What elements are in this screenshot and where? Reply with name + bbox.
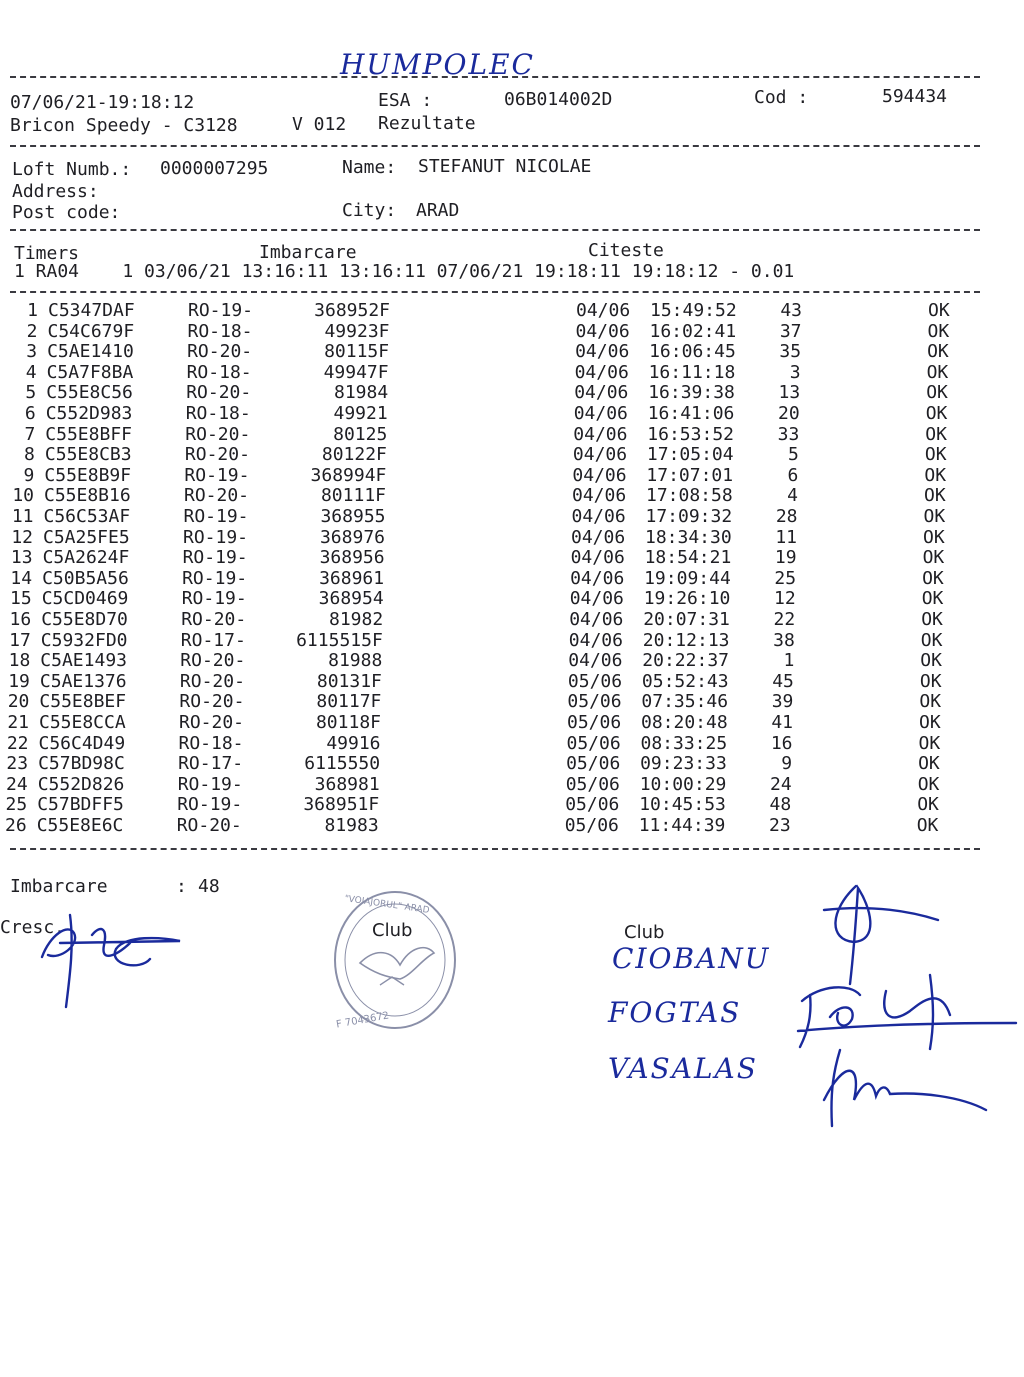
position: 35	[779, 341, 802, 363]
row-index: 1	[27, 300, 38, 321]
table-row	[0, 652, 992, 673]
ring-code: C55E8D70	[41, 609, 128, 630]
ring-prefix: RO-20-	[176, 815, 242, 836]
name-label: Name:	[342, 157, 397, 178]
table-row	[0, 693, 991, 714]
arrival-date: 04/06	[574, 382, 629, 404]
status: OK	[925, 403, 948, 424]
arrival-time: 19:09:44	[644, 567, 731, 589]
divider-loft	[10, 229, 980, 231]
status: OK	[918, 753, 940, 775]
status: OK	[918, 732, 941, 754]
row-index: 9	[23, 464, 35, 486]
ring-number: 368981	[314, 773, 380, 795]
stamp-text: "VOIAJORUL" ARAD	[343, 894, 431, 916]
timers-imbarcare-label: Imbarcare	[259, 242, 357, 263]
row-index: 8	[24, 444, 35, 466]
address-label: Address:	[12, 181, 99, 202]
status: OK	[928, 300, 950, 321]
ring-number: 81988	[328, 650, 383, 672]
table-row	[0, 405, 998, 426]
results-table	[0, 302, 1000, 842]
ring-number: 368951F	[303, 794, 380, 816]
arrival-date: 04/06	[572, 485, 627, 507]
arrival-date: 04/06	[572, 444, 628, 466]
arrival-date: 04/06	[573, 403, 628, 424]
table-row	[0, 773, 990, 797]
ring-code: C5A25FE5	[43, 526, 130, 548]
table-row	[0, 611, 993, 632]
position: 39	[771, 691, 794, 713]
row-index: 22	[6, 732, 29, 754]
header-esa-label: ESA :	[378, 90, 433, 111]
header-version: V 012	[292, 114, 347, 135]
ring-code: C5A2624F	[42, 547, 130, 569]
ring-code: C5347DAF	[48, 300, 135, 321]
row-index: 18	[8, 650, 31, 672]
arrival-time: 17:09:32	[645, 506, 733, 527]
arrival-time: 20:07:31	[643, 609, 730, 630]
arrival-time: 09:23:33	[640, 753, 727, 775]
ring-code: C5AE1493	[40, 650, 128, 672]
row-index: 2	[26, 320, 38, 342]
name-value: STEFANUT NICOLAE	[418, 156, 592, 177]
table-row	[0, 320, 1000, 344]
arrival-date: 04/06	[569, 609, 624, 630]
postcode-label: Post code:	[12, 202, 121, 223]
ring-code: C5A7F8BA	[46, 361, 134, 383]
ring-number: 80111F	[320, 485, 386, 507]
ring-number: 80117F	[316, 691, 382, 713]
arrival-date: 04/06	[568, 650, 623, 672]
ring-code: C552D826	[37, 773, 125, 795]
ring-code: C5932FD0	[40, 629, 128, 651]
status: OK	[926, 361, 949, 383]
arrival-date: 05/06	[566, 732, 621, 754]
ring-prefix: RO-19-	[182, 567, 248, 589]
ring-code: C55E8B16	[44, 485, 131, 507]
ring-prefix: RO-20-	[185, 423, 251, 445]
ring-prefix: RO-19-	[181, 588, 247, 610]
divider-bottom	[10, 848, 980, 850]
status: OK	[923, 506, 946, 527]
arrival-time: 17:07:01	[646, 464, 734, 486]
status: OK	[927, 320, 950, 342]
table-row	[0, 464, 996, 488]
position: 24	[770, 773, 792, 795]
status: OK	[925, 423, 947, 445]
club-name-3: VASALAS	[608, 1052, 758, 1085]
table-row	[0, 549, 995, 570]
arrival-time: 16:39:38	[648, 382, 735, 404]
arrival-date: 04/06	[571, 506, 626, 527]
ring-prefix: RO-20-	[179, 691, 245, 713]
ring-prefix: RO-20-	[179, 670, 245, 692]
position: 23	[769, 815, 791, 836]
row-index: 23	[6, 753, 29, 775]
position: 12	[774, 588, 796, 610]
arrival-date: 04/06	[576, 300, 631, 321]
arrival-date: 05/06	[565, 773, 620, 795]
ring-code: C54C679F	[47, 320, 135, 342]
arrival-time: 16:11:18	[648, 361, 736, 383]
arrival-time: 18:54:21	[644, 547, 732, 569]
ring-number: 49916	[326, 732, 381, 754]
arrival-date: 04/06	[570, 567, 625, 589]
ring-prefix: RO-20-	[179, 712, 245, 733]
header-device: Bricon Speedy - C3128	[10, 115, 238, 136]
row-index: 25	[5, 794, 28, 816]
status: OK	[920, 629, 943, 651]
timers-line: 1 RA04 1 03/06/21 13:16:11 13:16:11 07/06/21 19:18:11 19:18:12 - 0.01	[14, 261, 795, 282]
ring-number: 49921	[333, 403, 388, 424]
position: 33	[777, 423, 800, 445]
ring-prefix: RO-19-	[188, 300, 254, 321]
status: OK	[919, 670, 942, 692]
status: OK	[922, 567, 944, 589]
arrival-date: 05/06	[564, 815, 619, 836]
position: 25	[774, 567, 797, 589]
ring-prefix: RO-20-	[181, 609, 247, 630]
arrival-time: 15:49:52	[650, 300, 737, 321]
row-index: 7	[24, 423, 36, 445]
ring-number: 80115F	[324, 341, 390, 363]
arrival-date: 05/06	[565, 794, 620, 816]
arrival-time: 08:33:25	[640, 732, 728, 754]
arrival-time: 20:22:37	[642, 650, 730, 672]
position: 1	[783, 650, 795, 672]
arrival-time: 16:41:06	[647, 403, 735, 424]
ring-prefix: RO-18-	[178, 732, 244, 754]
status: OK	[924, 485, 946, 507]
table-row	[0, 487, 996, 508]
ring-number: 368954	[318, 588, 384, 610]
header-cod-value: 594434	[882, 86, 948, 107]
position: 38	[773, 629, 795, 651]
divider-top	[10, 76, 980, 78]
arrival-date: 05/06	[566, 753, 621, 775]
row-index: 21	[7, 712, 29, 733]
club-name-1: CIOBANU	[612, 942, 771, 975]
divider-timers	[10, 291, 980, 293]
arrival-date: 05/06	[567, 712, 622, 733]
status: OK	[923, 526, 945, 548]
footer-imbarcare-sep: :	[176, 876, 187, 897]
table-row	[0, 384, 998, 405]
ring-code: C56C53AF	[43, 506, 131, 527]
ring-prefix: RO-20-	[184, 444, 250, 466]
ring-prefix: RO-20-	[184, 485, 250, 507]
ring-prefix: RO-19-	[177, 794, 243, 816]
arrival-time: 17:08:58	[646, 485, 733, 507]
position: 41	[771, 712, 793, 733]
table-row	[0, 590, 994, 611]
club-signature-3	[810, 1030, 990, 1130]
arrival-date: 04/06	[572, 464, 627, 486]
ring-code: C55E8BEF	[39, 691, 127, 713]
ring-prefix: RO-18-	[187, 320, 253, 342]
status: OK	[924, 444, 947, 466]
table-row	[0, 526, 995, 550]
status: OK	[921, 609, 943, 630]
handwritten-title: HUMPOLEC	[340, 48, 535, 81]
table-row	[0, 423, 997, 447]
arrival-time: 18:34:30	[645, 526, 732, 548]
row-index: 6	[24, 403, 36, 424]
arrival-time: 11:44:39	[638, 815, 726, 836]
row-index: 4	[25, 361, 37, 383]
ring-number: 368952F	[314, 300, 390, 321]
arrival-time: 16:53:52	[647, 423, 735, 445]
ring-number: 81983	[324, 815, 379, 836]
row-index: 11	[11, 506, 34, 527]
ring-prefix: RO-19-	[184, 464, 250, 486]
status: OK	[922, 547, 945, 569]
header-cod-label: Cod :	[754, 87, 809, 108]
ring-prefix: RO-19-	[177, 773, 243, 795]
ring-code: C5CD0469	[41, 588, 129, 610]
row-index: 16	[9, 609, 32, 630]
ring-number: 368994F	[310, 464, 387, 486]
table-row	[0, 732, 991, 756]
ring-code: C55E8E6C	[36, 815, 124, 836]
position: 11	[775, 526, 797, 548]
row-index: 10	[12, 485, 34, 507]
status: OK	[919, 691, 942, 713]
position: 48	[769, 794, 792, 816]
ring-number: 368955	[320, 506, 386, 527]
ring-code: C50B5A56	[42, 567, 129, 589]
ring-code: C56C4D49	[38, 732, 126, 754]
status: OK	[917, 794, 939, 816]
row-index: 13	[10, 547, 33, 569]
status: OK	[919, 712, 941, 733]
ring-prefix: RO-19-	[183, 506, 249, 527]
ring-number: 80131F	[316, 670, 382, 692]
arrival-time: 10:45:53	[639, 794, 726, 816]
status: OK	[916, 815, 939, 836]
status: OK	[917, 773, 940, 795]
table-row	[0, 817, 989, 838]
position: 20	[778, 403, 800, 424]
table-row	[0, 302, 1000, 323]
city-value: ARAD	[416, 200, 460, 221]
arrival-time: 16:02:41	[649, 320, 737, 342]
ring-prefix: RO-19-	[183, 526, 249, 548]
cresc-label: Cresc.	[0, 917, 66, 938]
status: OK	[921, 588, 944, 610]
table-row	[0, 361, 999, 385]
ring-code: C552D983	[45, 403, 133, 424]
row-index: 24	[6, 773, 28, 795]
ring-code: C5AE1410	[47, 341, 134, 363]
footer-imbarcare-label: Imbarcare	[10, 876, 108, 897]
club-label-right: Club	[624, 922, 665, 943]
arrival-date: 04/06	[575, 320, 630, 342]
city-label: City:	[342, 200, 397, 221]
footer-imbarcare-value: 48	[198, 876, 220, 897]
arrival-date: 05/06	[567, 670, 623, 692]
header-esa-value: 06B014002D	[504, 89, 613, 110]
ring-code: C57BDFF5	[37, 794, 124, 816]
table-row	[0, 755, 990, 776]
row-index: 15	[10, 588, 32, 610]
row-index: 26	[5, 815, 27, 836]
ring-number: 49923F	[324, 320, 390, 342]
arrival-date: 04/06	[574, 361, 629, 383]
arrival-date: 04/06	[568, 629, 623, 651]
arrival-time: 07:35:46	[641, 691, 729, 713]
row-index: 17	[9, 629, 31, 651]
loft-value: 0000007295	[160, 158, 269, 179]
arrival-time: 20:12:13	[642, 629, 730, 651]
position: 9	[781, 753, 793, 775]
ring-number: 6115515F	[296, 629, 383, 651]
divider-header	[10, 145, 980, 147]
row-index: 14	[10, 567, 33, 589]
ring-code: C55E8B9F	[44, 464, 132, 486]
position: 6	[787, 464, 799, 486]
arrival-date: 05/06	[567, 691, 622, 713]
table-row	[0, 567, 994, 591]
arrival-time: 19:26:10	[643, 588, 731, 610]
arrival-time: 17:05:04	[646, 444, 734, 466]
row-index: 3	[26, 341, 38, 363]
ring-number: 80125	[333, 423, 388, 445]
ring-code: C55E8CB3	[44, 444, 132, 466]
table-row	[0, 446, 997, 467]
table-row	[0, 796, 989, 817]
position: 43	[780, 300, 802, 321]
position: 5	[788, 444, 799, 466]
row-index: 19	[8, 670, 30, 692]
ring-code: C5AE1376	[39, 670, 127, 692]
ring-prefix: RO-20-	[186, 382, 252, 404]
ring-number: 81984	[334, 382, 389, 404]
position: 16	[770, 732, 793, 754]
ring-number: 49947F	[323, 361, 389, 383]
arrival-date: 04/06	[571, 526, 626, 548]
club-label-left: Club	[372, 920, 413, 941]
ring-prefix: RO-18-	[186, 361, 252, 383]
position: 4	[787, 485, 798, 507]
ring-number: 81982	[329, 609, 384, 630]
position: 13	[778, 382, 801, 404]
loft-label: Loft Numb.:	[12, 159, 132, 180]
ring-prefix: RO-18-	[185, 403, 251, 424]
row-index: 20	[7, 691, 30, 713]
arrival-time: 16:06:45	[649, 341, 736, 363]
table-row	[0, 670, 992, 694]
table-row	[0, 343, 999, 364]
ring-prefix: RO-17-	[178, 753, 244, 775]
header-timestamp: 07/06/21-19:18:12	[10, 92, 195, 113]
ring-prefix: RO-19-	[182, 547, 248, 569]
position: 22	[773, 609, 796, 630]
table-row	[0, 629, 993, 653]
position: 37	[779, 320, 802, 342]
breeder-signature	[30, 905, 200, 1015]
arrival-date: 04/06	[575, 341, 630, 363]
arrival-time: 10:00:29	[639, 773, 727, 795]
stamp-code: F 7043672	[335, 1010, 390, 1031]
club-name-2: FOGTAS	[608, 996, 742, 1029]
ring-number: 6115550	[304, 753, 381, 775]
arrival-date: 04/06	[573, 423, 628, 445]
ring-number: 368956	[319, 547, 385, 569]
table-row	[0, 714, 991, 735]
ring-code: C55E8BFF	[45, 423, 133, 445]
row-index: 5	[25, 382, 37, 404]
ring-number: 80122F	[321, 444, 387, 466]
ring-number: 368976	[319, 526, 385, 548]
ring-code: C57BD98C	[38, 753, 125, 775]
timers-citeste-label: Citeste	[588, 240, 664, 261]
ring-code: C55E8C56	[46, 382, 133, 404]
status: OK	[924, 464, 947, 486]
position: 19	[774, 547, 797, 569]
timers-label: Timers	[14, 243, 80, 264]
position: 3	[789, 361, 801, 383]
ring-prefix: RO-20-	[187, 341, 253, 363]
position: 28	[775, 506, 798, 527]
table-row	[0, 508, 996, 529]
row-index: 12	[11, 526, 33, 548]
arrival-time: 05:52:43	[641, 670, 729, 692]
status: OK	[926, 382, 948, 404]
ring-number: 368961	[319, 567, 385, 589]
ring-prefix: RO-20-	[180, 650, 246, 672]
arrival-date: 04/06	[569, 588, 624, 610]
arrival-date: 04/06	[570, 547, 625, 569]
ring-code: C55E8CCA	[39, 712, 126, 733]
position: 45	[772, 670, 794, 692]
status: OK	[920, 650, 942, 672]
status: OK	[927, 341, 949, 363]
ring-prefix: RO-17-	[180, 629, 246, 651]
ring-number: 80118F	[315, 712, 381, 733]
header-report-type: Rezultate	[378, 113, 476, 134]
arrival-time: 08:20:48	[641, 712, 728, 733]
